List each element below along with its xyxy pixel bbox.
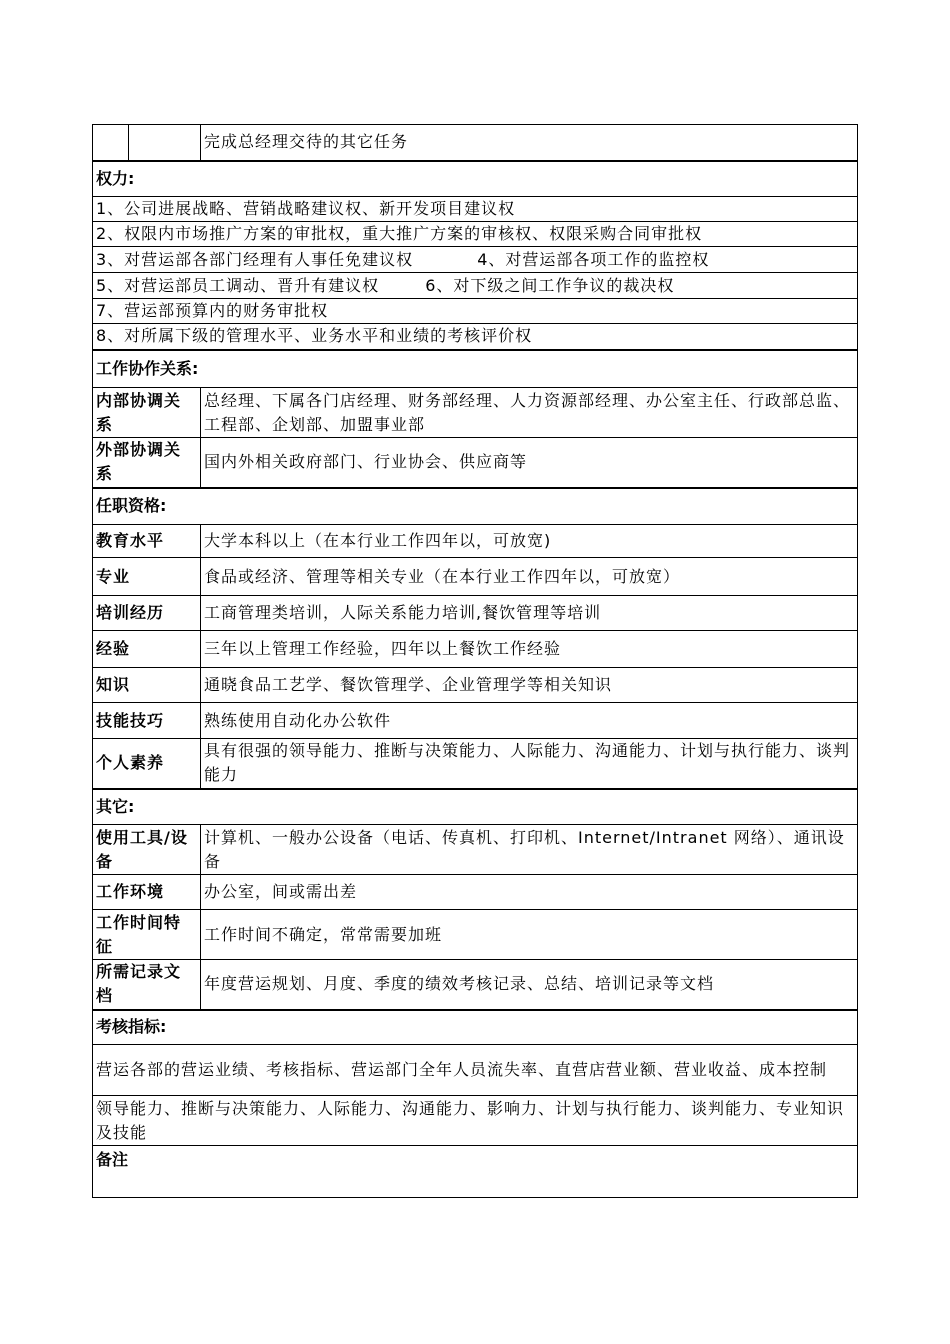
other-heading: 其它:	[93, 789, 858, 825]
work-hours-value: 工作时间不确定，常常需要加班	[201, 910, 858, 960]
kpi-heading: 考核指标:	[93, 1010, 858, 1045]
experience-label: 经验	[93, 631, 201, 668]
kpi-item: 营运各部的营运业绩、考核指标、营运部门全年人员流失率、直营店营业额、营业收益、成本控制	[93, 1045, 858, 1096]
tools-label: 使用工具/设备	[93, 825, 201, 875]
major-label: 专业	[93, 558, 201, 596]
authority-item-pair	[93, 247, 858, 273]
skills-value: 熟练使用自动化办公软件	[201, 703, 858, 739]
authority-item: 8、对所属下级的管理水平、业务水平和业绩的考核评价权	[93, 324, 858, 350]
major-value: 食品或经济、管理等相关专业（在本行业工作四年以，可放宽）	[201, 558, 858, 596]
experience-value: 三年以上管理工作经验，四年以上餐饮工作经验	[201, 631, 858, 668]
records-value: 年度营运规划、月度、季度的绩效考核记录、总结、培训记录等文档	[201, 960, 858, 1010]
empty-cell	[93, 125, 129, 161]
authority-heading: 权力:	[93, 161, 858, 197]
tasks-row	[93, 125, 858, 161]
external-relations-value: 国内外相关政府部门、行业协会、供应商等	[201, 438, 858, 488]
training-value: 工商管理类培训，人际关系能力培训,餐饮管理等培训	[201, 596, 858, 631]
authority-item: 4、对营运部各项工作的监控权	[477, 249, 710, 269]
tools-value: 计算机、一般办公设备（电话、传真机、打印机、Internet/Intranet 网络）、通讯设备	[201, 825, 858, 875]
education-label: 教育水平	[93, 525, 201, 558]
environment-label: 工作环境	[93, 875, 201, 910]
empty-cell	[129, 125, 201, 161]
qualifications-heading: 任职资格:	[93, 488, 858, 525]
job-description-table	[92, 124, 858, 1198]
authority-item: 1、公司进展战略、营销战略建议权、新开发项目建议权	[93, 197, 858, 222]
skills-label: 技能技巧	[93, 703, 201, 739]
knowledge-label: 知识	[93, 668, 201, 703]
remarks-heading: 备注	[93, 1146, 858, 1198]
task-text: 完成总经理交待的其它任务	[201, 125, 858, 161]
authority-item-pair	[93, 273, 858, 299]
personal-quality-value: 具有很强的领导能力、推断与决策能力、人际能力、沟通能力、计划与执行能力、谈判能力	[201, 739, 858, 789]
authority-item: 6、对下级之间工作争议的裁决权	[425, 275, 675, 295]
environment-value: 办公室，间或需出差	[201, 875, 858, 910]
authority-item: 5、对营运部员工调动、晋升有建议权	[96, 275, 380, 295]
external-relations-label: 外部协调关系	[93, 438, 201, 488]
relations-heading: 工作协作关系:	[93, 350, 858, 388]
authority-item: 3、对营运部各部门经理有人事任免建议权	[96, 249, 414, 269]
kpi-item: 领导能力、推断与决策能力、人际能力、沟通能力、影响力、计划与执行能力、谈判能力、专业知识及技能	[93, 1096, 858, 1146]
records-label: 所需记录文档	[93, 960, 201, 1010]
internal-relations-label: 内部协调关系	[93, 388, 201, 438]
personal-quality-label: 个人素养	[93, 739, 201, 789]
work-hours-label: 工作时间特征	[93, 910, 201, 960]
knowledge-value: 通晓食品工艺学、餐饮管理学、企业管理学等相关知识	[201, 668, 858, 703]
authority-item: 7、营运部预算内的财务审批权	[93, 299, 858, 324]
internal-relations-value: 总经理、下属各门店经理、财务部经理、人力资源部经理、办公室主任、行政部总监、工程部、企划部、加盟事业部	[201, 388, 858, 438]
training-label: 培训经历	[93, 596, 201, 631]
education-value: 大学本科以上（在本行业工作四年以，可放宽)	[201, 525, 858, 558]
authority-item: 2、权限内市场推广方案的审批权，重大推广方案的审核权、权限采购合同审批权	[93, 222, 858, 247]
